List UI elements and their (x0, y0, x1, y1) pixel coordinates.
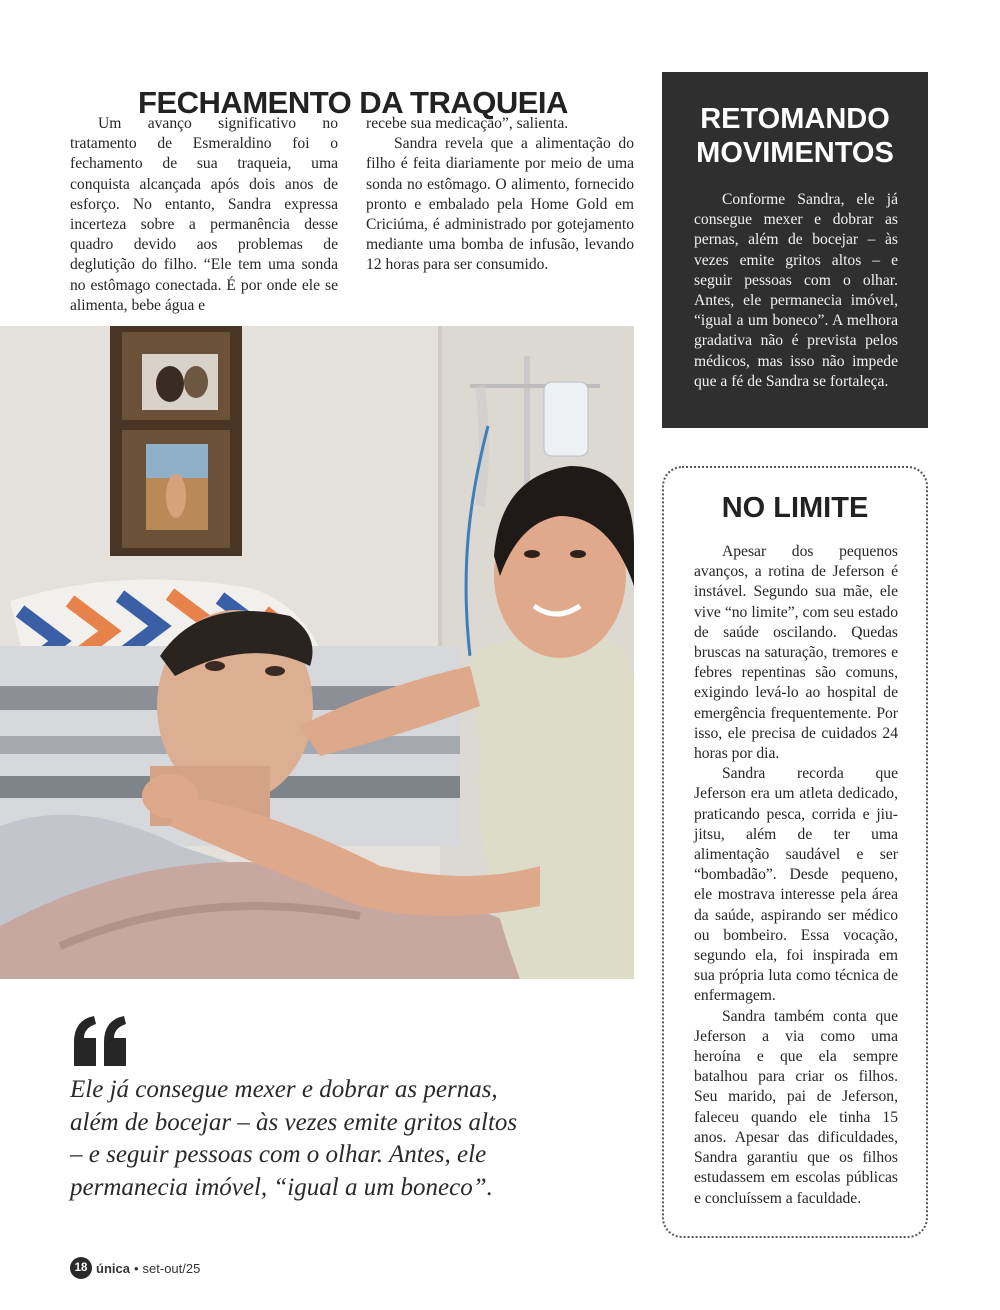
sidebar-paragraph: Sandra recorda que Jeferson era um atleta dedicado, praticando pesca, corrida e jiu-jitsu, além de ter uma alimentação saudável e ser “bombadão”. Desde pequeno, ele mostrava interesse pela área da saúde, aspirando ser médico ou bombeiro. Essa vocação, segundo ela, foi inspirada em sua própria luta como técnica de enfermagem. (694, 765, 898, 1005)
magazine-brand: única (96, 1260, 130, 1276)
sidebar-no-limite (662, 466, 928, 1238)
article-photo (0, 326, 634, 979)
article-paragraph: recebe sua medicação”, salienta. (366, 115, 569, 132)
article-paragraph: Um avanço significativo no tratamento de Esmeraldino foi o fechamento de sua traqueia, uma conquista alcançada após dois anos de esforço. No entanto, Sandra expressa incerteza sobre a permanência desse quadro devido aos problemas de deglutição do filho. “Ele tem uma sonda no estômago conectada. É por onde ele se alimenta, bebe água e (70, 115, 338, 314)
page-number: 18 (70, 1257, 92, 1279)
article-title: FECHAMENTO DA TRAQUEIA (138, 84, 568, 120)
sidebar-paragraph: Sandra também conta que Jeferson a via como uma heroína e que ela sempre batalhou para criar os filhos. Seu marido, pai de Jeferson, faleceu quando ele tinha 15 anos. Apesar das dificuldades, Sandra garantiu que os filhos estudassem em escolas públicas e concluíssem a faculdade. (694, 1007, 898, 1207)
issue-date: set-out/25 (142, 1260, 201, 1276)
sidebar-paragraph: Apesar dos pequenos avanços, a rotina de Jeferson é instável. Segundo sua mãe, ele vive “no limite”, com seu estado de saúde oscilando. Quedas bruscas na saturação, tremores e febres repentinas são comuns, exigindo levá-lo ao hospital de emergência frequentemente. Por isso, ele precisa de cuidados 24 horas por dia. (694, 543, 898, 763)
sidebar-body (694, 542, 898, 1209)
wall-picture-frame (110, 326, 242, 556)
quote-icon (72, 1016, 128, 1066)
pull-quote: Ele já consegue mexer e dobrar as pernas, além de bocejar – às vezes emite gritos altos – e seguir pessoas com o olhar. Antes, ele permanecia imóvel, “igual a um boneco”. (70, 1076, 518, 1201)
sidebar-paragraph: Conforme Sandra, ele já consegue mexer e dobrar as pernas, além de bocejar – às vezes emite gritos altos – e seguir pessoas com o olhar. Antes, ele permanecia imóvel, “igual a um boneco”. A melhora gradativa não é prevista pelos médicos, mas isso não impede que a fé de Sandra se fortaleça. (694, 191, 898, 390)
sidebar-title: RETOMANDO MOVIMENTOS (696, 103, 894, 169)
sidebar-retomando-movimentos (662, 72, 928, 428)
article-paragraph: Sandra revela que a alimentação do filho é feita diariamente por meio de uma sonda no estômago. O alimento, fornecido pronto e embalado pela Home Gold em Criciúma, é administrado por gotejamento mediante uma bomba de infusão, levando 12 horas para ser consumido. (366, 135, 634, 274)
article-column-2 (366, 114, 634, 276)
footer-separator: • (133, 1260, 139, 1276)
page-footer (70, 1257, 200, 1279)
article-column-1 (70, 114, 338, 316)
sidebar-title: NO LIMITE (721, 492, 869, 524)
